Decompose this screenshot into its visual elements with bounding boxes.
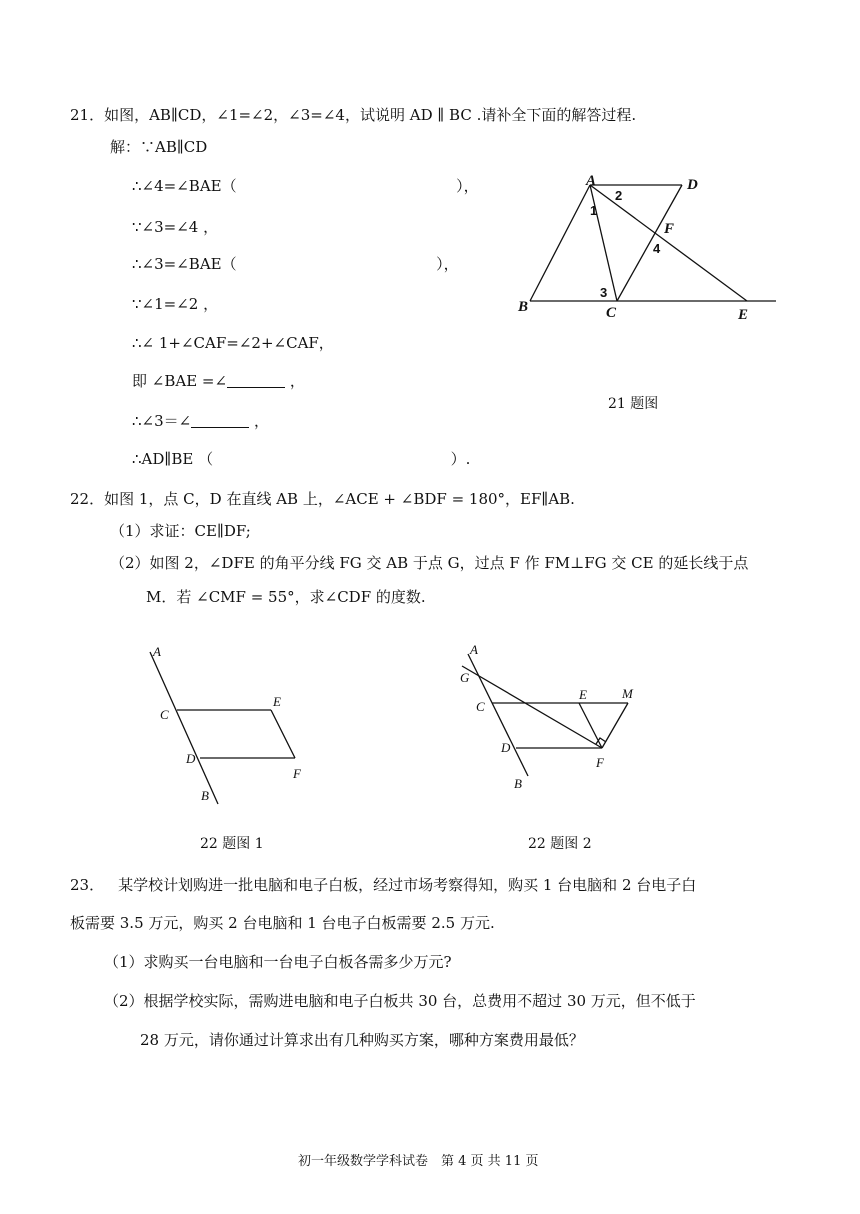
fig2-label-f: F	[596, 755, 604, 770]
q21-line-2	[132, 216, 218, 237]
q22-figure-1	[140, 640, 320, 810]
q22-part2-line2: M．若 ∠CMF = 55°，求∠CDF 的度数.	[146, 588, 426, 606]
q21-answer-blank-3[interactable]	[227, 372, 285, 388]
q23-number: 23．	[70, 876, 105, 894]
q22-figure-2	[450, 640, 670, 800]
q21-caption: 21 题图	[608, 396, 659, 412]
label-c: C	[606, 305, 617, 321]
q21-line-1-after: ），	[456, 177, 479, 195]
q23-stem-line2: 板需要 3.5 万元，购买 2 台电脑和 1 台电子白板需要 2.5 万元.	[70, 914, 495, 932]
q21-line-2-text: ∵∠3=∠4 ，	[132, 218, 219, 236]
q21-line-5-text: ∴∠ 1+∠CAF=∠2+∠CAF，	[132, 334, 334, 352]
fig2-label-m: M	[622, 686, 633, 701]
segment-cd	[617, 185, 682, 301]
q23-part2-line1: （2）根据学校实际，需购进电脑和电子白板共 30 台，总费用不超过 30 万元，但不低于	[104, 992, 696, 1010]
fig2-label-d: D	[501, 740, 511, 755]
q21-line-8-after: ）.	[450, 450, 471, 468]
q21-stem-text: 如图，AB∥CD，∠1=∠2，∠3=∠4，试说明 AD ∥ BC .请补全下面的解答过程.	[104, 106, 637, 124]
fig1-label-f: F	[293, 766, 301, 781]
q21-line-6-text: 即 ∠BAE =∠	[132, 372, 228, 390]
q21-line-8	[132, 448, 470, 469]
q21-line-8-text: ∴AD∥BE （	[132, 450, 214, 468]
fig2-label-c: C	[476, 699, 485, 714]
q21-number: 21．	[70, 106, 105, 124]
label-angle-4: 4	[653, 241, 661, 256]
fig1-label-a: A	[153, 644, 161, 659]
q21-line-7-after: ，	[254, 412, 270, 430]
label-f: F	[664, 221, 675, 237]
fig1-label-d: D	[186, 751, 196, 766]
q22-caption-1: 22 题图 1	[200, 836, 264, 852]
q21-line-7-text: ∴∠3＝∠	[132, 412, 192, 430]
q22-number: 22．	[70, 490, 105, 508]
label-b: B	[518, 299, 529, 315]
segment-ef	[271, 710, 295, 758]
q21-solution-label: 解：	[110, 138, 141, 156]
q23-stem-line1	[70, 874, 696, 895]
q22-caption-2: 22 题图 2	[528, 836, 592, 852]
label-a: A	[586, 173, 597, 189]
fig2-label-e: E	[579, 687, 587, 702]
segment-ab	[530, 185, 590, 301]
q23-stem-text-1: 某学校计划购进一批电脑和电子白板，经过市场考察得知，购买 1 台电脑和 2 台电子白	[118, 876, 697, 894]
q21-stem	[70, 104, 636, 125]
label-e: E	[738, 307, 749, 323]
q22-part1: （1）求证：CE∥DF;	[110, 522, 251, 540]
q21-line-6	[132, 370, 305, 391]
q21-line-4	[132, 293, 218, 314]
line-ab	[468, 654, 528, 776]
q22-stem-text: 如图 1，点 C，D 在直线 AB 上，∠ACE + ∠BDF = 180°，EF∥AB.	[104, 490, 575, 508]
q21-line-4-text: ∵∠1=∠2 ，	[132, 295, 219, 313]
label-angle-2: 2	[615, 188, 623, 203]
label-d: D	[687, 177, 698, 193]
q21-line-7	[132, 410, 269, 431]
q23-part1: （1）求购买一台电脑和一台电子白板各需多少万元?	[104, 953, 452, 971]
q21-line-1	[132, 175, 479, 196]
fig1-label-c: C	[160, 707, 169, 722]
q22-stem	[70, 488, 575, 509]
line-ab	[150, 652, 218, 804]
page-footer: 初一年级数学学科试卷 第 4 页 共 11 页	[298, 1154, 539, 1169]
fig2-label-a: A	[470, 642, 478, 657]
q21-line-3	[132, 253, 459, 274]
q21-solution	[110, 136, 207, 157]
q21-line-3-after: ），	[436, 255, 459, 273]
q21-line-0: ∵AB∥CD	[140, 138, 208, 156]
label-angle-3: 3	[600, 285, 608, 300]
fig2-label-b: B	[514, 776, 522, 791]
fig1-label-e: E	[273, 694, 281, 709]
q21-answer-blank-4[interactable]	[191, 412, 249, 428]
q21-line-5	[132, 332, 334, 353]
q21-line-6-after: ，	[289, 372, 305, 390]
q22-part2-line1: （2）如图 2，∠DFE 的角平分线 FG 交 AB 于点 G，过点 F 作 FM⊥FG 交 CE 的延长线于点	[110, 554, 749, 572]
fig1-label-b: B	[201, 788, 209, 803]
fig2-label-g: G	[460, 670, 470, 685]
q21-figure	[510, 165, 790, 325]
label-angle-1: 1	[590, 203, 598, 218]
q21-line-3-text: ∴∠3=∠BAE（	[132, 255, 237, 273]
q21-line-1-text: ∴∠4=∠BAE（	[132, 177, 237, 195]
q23-part2-line2: 28 万元，请你通过计算求出有几种购买方案，哪种方案费用最低？	[140, 1031, 584, 1049]
